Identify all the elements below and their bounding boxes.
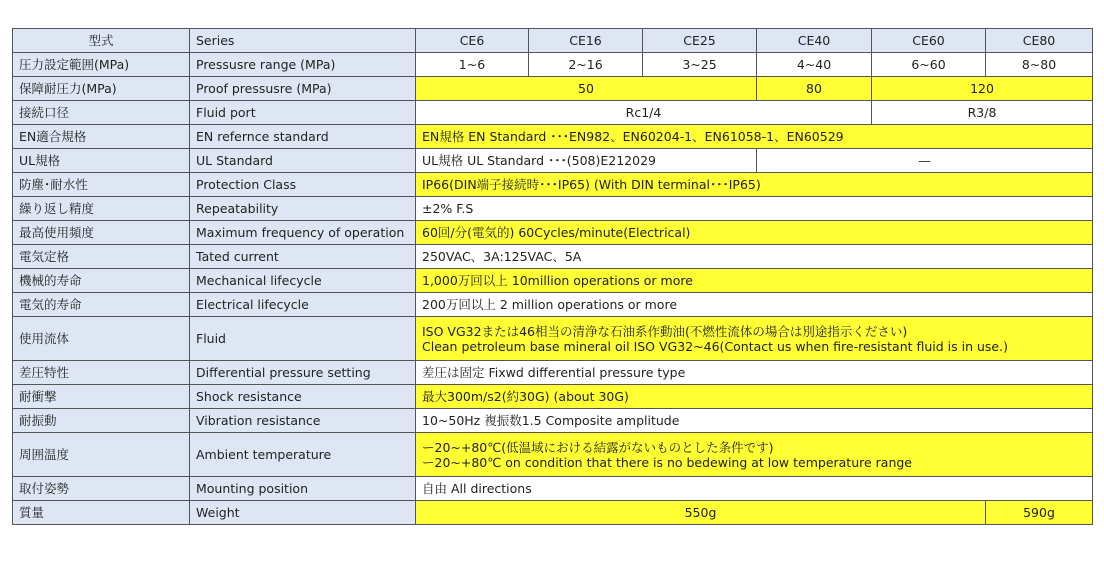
label-en: Mechanical lifecycle — [190, 269, 416, 293]
row-mounting — [13, 477, 1093, 501]
value-cell: 590g — [986, 501, 1093, 525]
value-cell: 2~16 — [529, 53, 643, 77]
label-en: Electrical lifecycle — [190, 293, 416, 317]
row-max-frequency — [13, 221, 1093, 245]
label-jp: 最高使用頻度 — [13, 221, 190, 245]
row-pressure-range — [13, 53, 1093, 77]
value-cell: IP66(DIN端子接続時･･･IP65) (With DIN terminal･･･IP65) — [416, 173, 1093, 197]
label-jp: EN適合規格 — [13, 125, 190, 149]
header-en: Series — [190, 29, 416, 53]
label-jp: 差圧特性 — [13, 361, 190, 385]
row-vibration — [13, 409, 1093, 433]
value-cell: 差圧は固定 Fixwd differential pressure type — [416, 361, 1093, 385]
label-jp: 繰り返し精度 — [13, 197, 190, 221]
label-jp: 周囲温度 — [13, 433, 190, 477]
value-cell: 250VAC、3A:125VAC、5A — [416, 245, 1093, 269]
label-jp: UL規格 — [13, 149, 190, 173]
label-jp: 圧力設定範囲(MPa) — [13, 53, 190, 77]
row-proof-pressure — [13, 77, 1093, 101]
model-ce60: CE60 — [872, 29, 986, 53]
row-ul-standard — [13, 149, 1093, 173]
value-cell: 120 — [872, 77, 1093, 101]
label-en: Mounting position — [190, 477, 416, 501]
label-jp: 電気定格 — [13, 245, 190, 269]
row-rated-current — [13, 245, 1093, 269]
value-cell — [416, 433, 1093, 477]
row-weight — [13, 501, 1093, 525]
fluid-line-jp: ISO VG32または46相当の清浄な石油系作動油(不燃性流体の場合は別途指示ください) — [422, 323, 908, 339]
row-protection — [13, 173, 1093, 197]
header-row — [13, 29, 1093, 53]
value-cell: 8~80 — [986, 53, 1093, 77]
value-cell: 最大300m/s2(約30G) (about 30G) — [416, 385, 1093, 409]
label-jp: 機械的寿命 — [13, 269, 190, 293]
row-mech-life — [13, 269, 1093, 293]
row-repeatability — [13, 197, 1093, 221]
value-cell — [416, 317, 1093, 361]
value-cell: ±2% F.S — [416, 197, 1093, 221]
row-fluid-port — [13, 101, 1093, 125]
model-ce6: CE6 — [416, 29, 529, 53]
value-cell: 50 — [416, 77, 757, 101]
label-en: EN refernce standard — [190, 125, 416, 149]
value-cell: R3/8 — [872, 101, 1093, 125]
value-cell: UL規格 UL Standard ･･･(508)E212029 — [416, 149, 757, 173]
label-jp: 接続口径 — [13, 101, 190, 125]
label-en: Fluid — [190, 317, 416, 361]
value-cell: EN規格 EN Standard ･･･EN982、EN60204-1、EN61058-1、EN60529 — [416, 125, 1093, 149]
value-cell: 6~60 — [872, 53, 986, 77]
value-cell: Rc1/4 — [416, 101, 872, 125]
value-cell: 3~25 — [643, 53, 757, 77]
label-jp: 取付姿勢 — [13, 477, 190, 501]
header-jp: 型式 — [13, 29, 190, 53]
ambient-line-en: ー20~+80℃ on condition that there is no bedewing at low temperature range — [422, 454, 913, 470]
value-cell: 60回/分(電気的) 60Cycles/minute(Electrical) — [416, 221, 1093, 245]
fluid-line-en: Clean petroleum base mineral oil ISO VG32~46(Contact us when fire-resistant fluid is in use.) — [422, 338, 1008, 354]
spec-table — [12, 28, 1093, 525]
label-en: Repeatability — [190, 197, 416, 221]
value-cell: 200万回以上 2 million operations or more — [416, 293, 1093, 317]
label-en: Maximum frequency of operation — [190, 221, 416, 245]
value-cell: 4~40 — [757, 53, 872, 77]
row-en-standard — [13, 125, 1093, 149]
label-en: Tated current — [190, 245, 416, 269]
label-jp: 防塵･耐水性 — [13, 173, 190, 197]
label-en: Proof pressusre (MPa) — [190, 77, 416, 101]
value-cell: — — [757, 149, 1093, 173]
label-en: Vibration resistance — [190, 409, 416, 433]
label-en: Weight — [190, 501, 416, 525]
label-jp: 質量 — [13, 501, 190, 525]
label-en: UL Standard — [190, 149, 416, 173]
model-ce25: CE25 — [643, 29, 757, 53]
model-ce80: CE80 — [986, 29, 1093, 53]
label-en: Ambient temperature — [190, 433, 416, 477]
value-cell: 550g — [416, 501, 986, 525]
label-en: Fluid port — [190, 101, 416, 125]
value-cell: 1~6 — [416, 53, 529, 77]
model-ce16: CE16 — [529, 29, 643, 53]
row-elec-life — [13, 293, 1093, 317]
label-en: Pressusre range (MPa) — [190, 53, 416, 77]
row-shock — [13, 385, 1093, 409]
label-jp: 使用流体 — [13, 317, 190, 361]
label-jp: 耐振動 — [13, 409, 190, 433]
value-cell: 自由 All directions — [416, 477, 1093, 501]
value-cell: 10~50Hz 複振数1.5 Composite amplitude — [416, 409, 1093, 433]
label-en: Protection Class — [190, 173, 416, 197]
label-en: Shock resistance — [190, 385, 416, 409]
label-jp: 耐衝撃 — [13, 385, 190, 409]
value-cell: 80 — [757, 77, 872, 101]
label-en: Differential pressure setting — [190, 361, 416, 385]
label-jp: 保障耐圧力(MPa) — [13, 77, 190, 101]
row-diff-pressure — [13, 361, 1093, 385]
model-ce40: CE40 — [757, 29, 872, 53]
value-cell: 1,000万回以上 10million operations or more — [416, 269, 1093, 293]
label-jp: 電気的寿命 — [13, 293, 190, 317]
row-fluid — [13, 317, 1093, 361]
row-ambient — [13, 433, 1093, 477]
ambient-line-jp: ー20~+80℃(低温域における結露がないものとした条件です) — [422, 439, 774, 455]
